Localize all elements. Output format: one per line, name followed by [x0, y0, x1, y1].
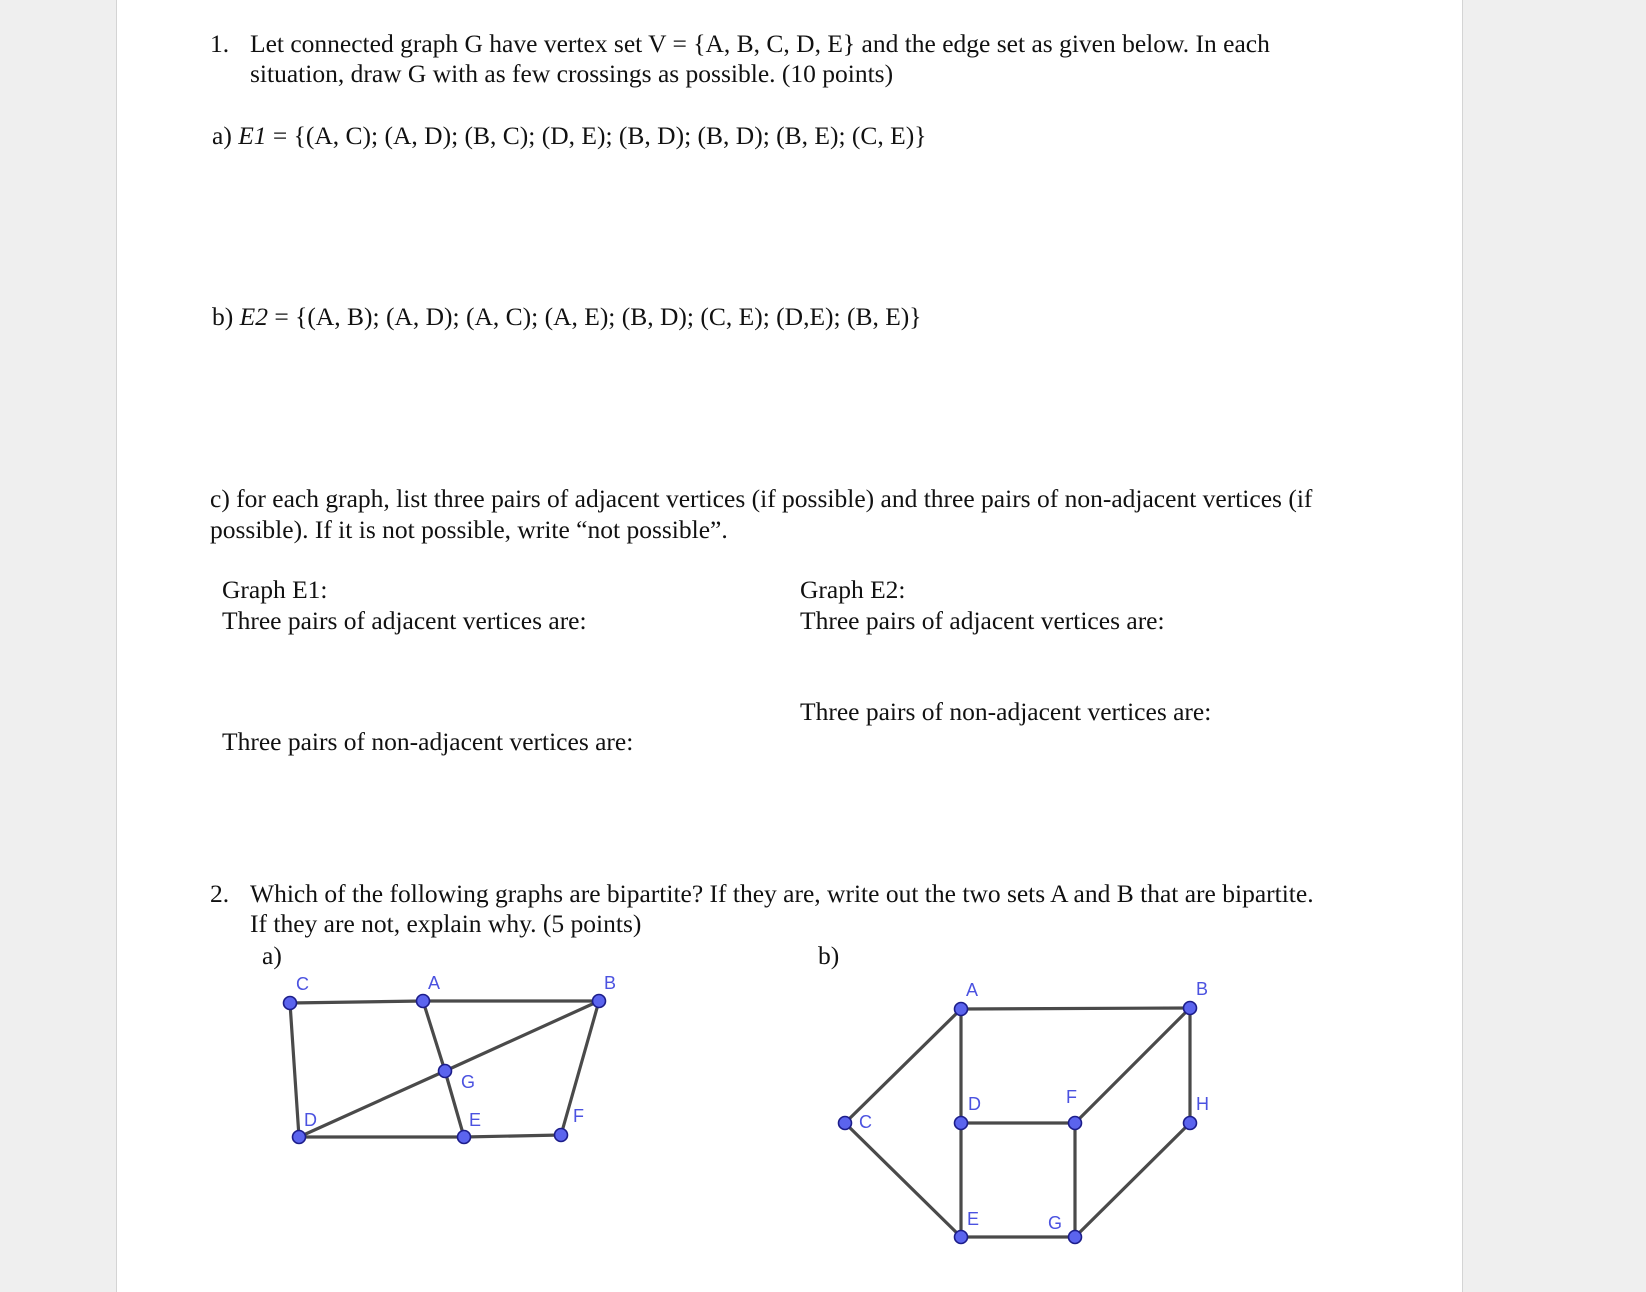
graph-a-edge-c-d — [290, 1003, 299, 1137]
graph-a-vertex-label-f: F — [573, 1106, 584, 1126]
q2b-label: b) — [818, 941, 840, 970]
q1a-equation: = {(A, C); (A, D); (B, C); (D, E); (B, D); (B, D); (B, E); (C, E)} — [272, 121, 927, 150]
graph-a-vertex-d — [293, 1131, 306, 1144]
graph-b-vertex-label-h: H — [1196, 1094, 1209, 1114]
graph-a-vertex-label-g: G — [461, 1072, 476, 1092]
q1-line2: situation, draw G with as few crossings as possible. (10 points) — [250, 59, 894, 88]
graph-e2-title: Graph E2: — [800, 575, 906, 604]
graph-a-vertex-label-b: B — [604, 973, 617, 993]
graph-b-vertex-g — [1069, 1231, 1082, 1244]
graph-b-vertex-label-b: B — [1196, 979, 1209, 999]
graph-a-vertex-e — [458, 1131, 471, 1144]
graph-b-edge-c-e — [845, 1123, 961, 1237]
graph-a-vertex-label-a: A — [428, 973, 441, 993]
graph-b-vertex-label-g: G — [1048, 1213, 1063, 1233]
graph-e2-adjacent-prompt: Three pairs of adjacent vertices are: — [800, 606, 1165, 635]
q1-number: 1. — [210, 29, 230, 58]
graph-b-vertex-label-e: E — [967, 1209, 980, 1229]
graph-e1-nonadjacent-prompt: Three pairs of non-adjacent vertices are: — [222, 727, 634, 756]
graph-a-vertex-a — [417, 995, 430, 1008]
graph-b-edge-a-b — [961, 1008, 1190, 1009]
q2-line1: Which of the following graphs are bipartite? If they are, write out the two sets A and B that are bipartite. — [250, 879, 1314, 908]
graph-b-edge-g-h — [1075, 1123, 1190, 1237]
q1c-line1: c) for each graph, list three pairs of adjacent vertices (if possible) and three pairs of non-adjacent vertices (if — [210, 484, 1313, 513]
graph-e1-title: Graph E1: — [222, 575, 328, 604]
graph-a-vertex-f — [555, 1129, 568, 1142]
graph-a-edge-a-g — [423, 1001, 445, 1071]
graph-b-vertex-b — [1184, 1002, 1197, 1015]
graph-e2-nonadjacent-prompt: Three pairs of non-adjacent vertices are: — [800, 697, 1212, 726]
graph-a-edge-e-f — [464, 1135, 561, 1137]
graph-a-vertex-g — [439, 1065, 452, 1078]
graph-b-vertex-label-f: F — [1066, 1087, 1077, 1107]
graph-b-vertex-a — [955, 1003, 968, 1016]
graph-a-vertex-label-e: E — [469, 1110, 482, 1130]
graph-b-vertex-h — [1184, 1117, 1197, 1130]
graph-b-vertex-d — [955, 1117, 968, 1130]
q2-line2: If they are not, explain why. (5 points) — [250, 909, 642, 938]
graph-a — [284, 973, 617, 1144]
graph-a-edge-d-g — [299, 1071, 445, 1137]
graph-b-edge-f-b — [1075, 1008, 1190, 1123]
graph-a-edge-c-a — [290, 1001, 423, 1003]
graph-e1-adjacent-prompt: Three pairs of adjacent vertices are: — [222, 606, 587, 635]
graph-a-edge-g-b — [445, 1001, 599, 1071]
graph-b-vertex-e — [955, 1231, 968, 1244]
q1a-label: a) — [212, 121, 232, 150]
graph-b — [839, 979, 1210, 1244]
graph-a-vertex-b — [593, 995, 606, 1008]
graph-a-vertex-label-d: D — [304, 1110, 317, 1130]
graph-a-vertex-label-c: C — [296, 974, 309, 994]
graph-b-vertex-label-a: A — [966, 980, 979, 1000]
graph-b-vertex-label-d: D — [968, 1094, 981, 1114]
q2-number: 2. — [210, 879, 230, 908]
graph-b-vertex-c — [839, 1117, 852, 1130]
q1b-label: b) — [212, 302, 234, 331]
q2a-label: a) — [262, 941, 282, 970]
graph-a-vertex-c — [284, 997, 297, 1010]
q1a-set-name: E1 — [238, 121, 267, 150]
graph-b-vertex-f — [1069, 1117, 1082, 1130]
q1b-set-name: E2 — [239, 302, 268, 331]
graph-b-vertex-label-c: C — [859, 1112, 872, 1132]
q1b-equation: = {(A, B); (A, D); (A, C); (A, E); (B, D); (C, E); (D,E); (B, E)} — [274, 302, 922, 331]
graph-b-edge-a-c — [845, 1009, 961, 1123]
q1-line1: Let connected graph G have vertex set V = {A, B, C, D, E} and the edge set as given below. In each — [250, 29, 1270, 58]
q1c-line2: possible). If it is not possible, write “not possible”. — [210, 515, 728, 544]
